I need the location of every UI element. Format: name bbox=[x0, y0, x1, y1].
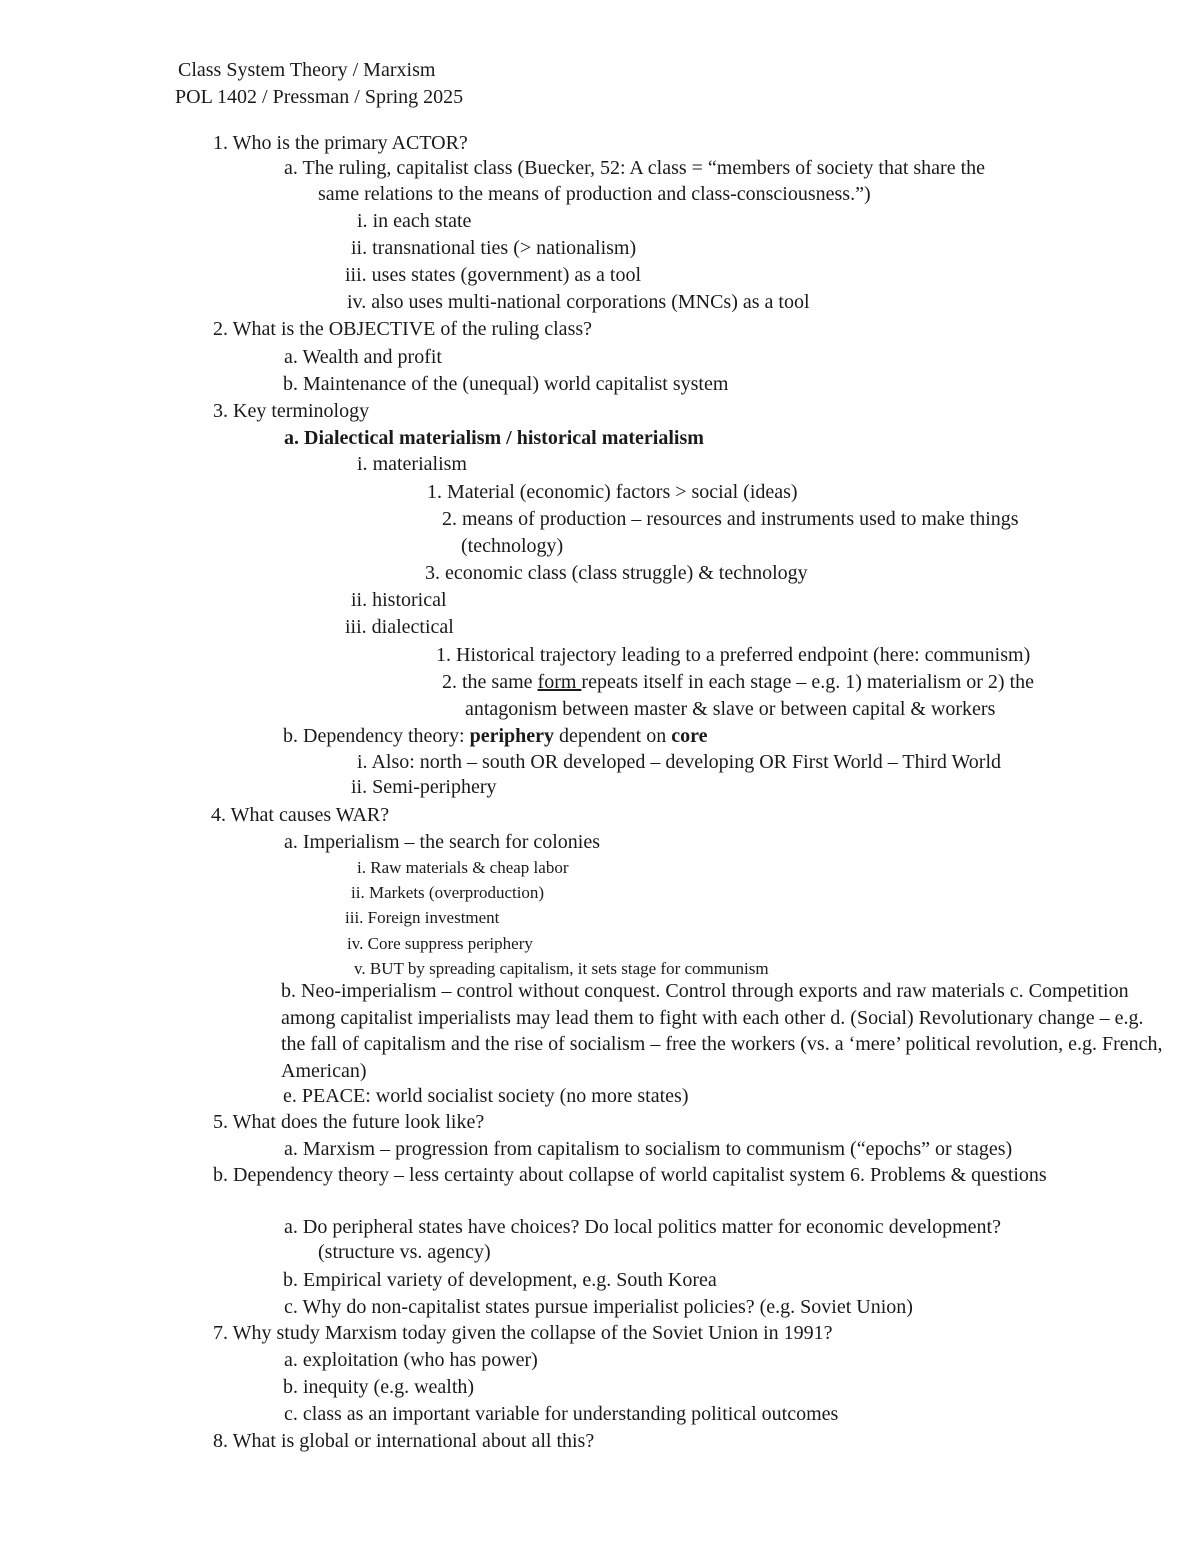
item-text: Empirical variety of development, e.g. South Korea bbox=[303, 1269, 717, 1291]
item-text: transnational ties (> nationalism) bbox=[372, 237, 637, 259]
outline-paragraph-5b-6: b. Dependency theory – less certainty about collapse of world capitalist system 6. Problems & questions bbox=[213, 1164, 1047, 1186]
outline-item-7 bbox=[213, 1320, 833, 1347]
outline-item-3a-i bbox=[357, 451, 467, 478]
item-text: economic class (class struggle) & technology bbox=[445, 562, 808, 584]
marker: a. bbox=[284, 346, 298, 368]
item-text: Imperialism – the search for colonies bbox=[302, 831, 601, 853]
marker: ii. bbox=[351, 589, 368, 611]
marker: i. bbox=[357, 751, 368, 773]
item-text: What does the future look like? bbox=[232, 1111, 485, 1133]
marker: a. bbox=[284, 1216, 298, 1238]
outline-item-5 bbox=[213, 1109, 484, 1136]
item-text: Why do non-capitalist states pursue imperialist policies? (e.g. Soviet Union) bbox=[302, 1296, 913, 1318]
course-line: POL 1402 / Pressman / Spring 2025 bbox=[175, 86, 464, 108]
outline-item-6a bbox=[284, 1214, 1001, 1241]
marker: iii. bbox=[345, 908, 364, 927]
item-text: means of production – resources and instruments used to make things bbox=[462, 508, 1019, 530]
outline-item-1a-iv bbox=[347, 289, 810, 316]
outline-item-4 bbox=[211, 802, 389, 829]
outline-item-6b bbox=[283, 1267, 717, 1294]
outline-item-5a bbox=[284, 1136, 1012, 1163]
item-text: BUT by spreading capitalism, it sets stage for communism bbox=[369, 959, 769, 978]
item-text: antagonism between master & slave or between capital & workers bbox=[465, 698, 996, 720]
item-text: also uses multi-national corporations (MNCs) as a tool bbox=[371, 291, 810, 313]
marker: 2. bbox=[442, 508, 457, 530]
marker: 1. bbox=[427, 481, 442, 503]
marker: i. bbox=[357, 210, 368, 232]
item-text: historical bbox=[372, 589, 447, 611]
item-text: Why study Marxism today given the collapse of the Soviet Union in 1991? bbox=[232, 1322, 833, 1344]
marker: a. bbox=[284, 427, 299, 449]
item-text: Marxism – progression from capitalism to socialism to communism (“epochs” or stages) bbox=[302, 1138, 1013, 1160]
marker: a. bbox=[284, 1138, 298, 1160]
item-text: dialectical bbox=[371, 616, 454, 638]
outline-item-3 bbox=[213, 398, 369, 425]
outline-item-1a bbox=[284, 155, 985, 182]
marker: c. bbox=[284, 1403, 298, 1425]
outline-item-3a bbox=[284, 425, 704, 452]
item-text: What causes WAR? bbox=[230, 804, 390, 826]
outline-item-3a-iii-1 bbox=[436, 642, 1030, 669]
item-text: Core suppress periphery bbox=[367, 934, 533, 953]
item-text: (technology) bbox=[461, 535, 564, 557]
bold-term-core: core bbox=[671, 725, 708, 747]
outline-item-3a-i-2-cont bbox=[461, 533, 563, 560]
item-text-pre: Dependency theory: bbox=[303, 725, 470, 747]
marker: iv. bbox=[347, 934, 364, 953]
item-text: (structure vs. agency) bbox=[318, 1241, 491, 1263]
marker: 7. bbox=[213, 1322, 228, 1344]
item-text: class as an important variable for understanding political outcomes bbox=[302, 1403, 839, 1425]
outline-item-2a bbox=[284, 344, 442, 371]
marker: iv. bbox=[347, 291, 367, 313]
outline-item-1a-cont bbox=[318, 181, 871, 208]
item-text: Also: north – south OR developed – developing OR First World – Third World bbox=[371, 751, 1001, 773]
outline-item-3b bbox=[283, 723, 708, 750]
item-text: in each state bbox=[372, 210, 472, 232]
item-text: Material (economic) factors > social (ideas) bbox=[447, 481, 798, 503]
marker: b. bbox=[283, 1376, 298, 1398]
item-text: Raw materials & cheap labor bbox=[370, 858, 569, 877]
item-text: Key terminology bbox=[233, 400, 370, 422]
outline-item-1a-iii bbox=[345, 262, 641, 289]
marker: iii. bbox=[345, 264, 367, 286]
marker: 3. bbox=[213, 400, 228, 422]
item-text: Markets (overproduction) bbox=[368, 883, 545, 902]
item-text: same relations to the means of production and class-consciousness.”) bbox=[318, 183, 871, 205]
item-text: The ruling, capitalist class (Buecker, 52: A class = “members of society that share the bbox=[302, 157, 986, 179]
outline-item-7c bbox=[284, 1401, 838, 1428]
item-text: Maintenance of the (unequal) world capitalist system bbox=[303, 373, 729, 395]
outline-item-6c bbox=[284, 1294, 913, 1321]
outline-item-7a bbox=[284, 1347, 538, 1374]
marker: 3. bbox=[425, 562, 440, 584]
outline-item-3a-iii-2 bbox=[442, 669, 1034, 696]
outline-item-2b bbox=[283, 371, 728, 398]
outline-item-3b-ii bbox=[351, 774, 497, 801]
marker: 4. bbox=[211, 804, 226, 826]
item-text: Semi-periphery bbox=[372, 776, 497, 798]
marker: 1. bbox=[213, 132, 228, 154]
item-text: uses states (government) as a tool bbox=[371, 264, 642, 286]
item-text-mid: dependent on bbox=[554, 725, 672, 747]
marker: 2. bbox=[442, 671, 457, 693]
outline-item-6a-cont bbox=[318, 1239, 491, 1266]
marker: ii. bbox=[351, 776, 368, 798]
outline-item-3a-i-1 bbox=[427, 479, 798, 506]
marker: 8. bbox=[213, 1430, 228, 1452]
marker: iii. bbox=[345, 616, 367, 638]
outline-item-4a-i bbox=[357, 855, 569, 882]
outline-item-7b bbox=[283, 1374, 474, 1401]
marker: 5. bbox=[213, 1111, 228, 1133]
outline-item-3b-i bbox=[357, 749, 1001, 776]
outline-item-3a-i-2 bbox=[442, 506, 1019, 533]
item-text: Wealth and profit bbox=[302, 346, 442, 368]
marker: b. bbox=[283, 373, 298, 395]
item-text: exploitation (who has power) bbox=[302, 1349, 538, 1371]
outline-item-4a-iii bbox=[345, 905, 499, 932]
marker: b. bbox=[283, 1269, 298, 1291]
underlined-word: form bbox=[537, 671, 582, 693]
item-text-post: repeats itself in each stage – e.g. 1) materialism or 2) the bbox=[581, 671, 1035, 693]
marker: a. bbox=[284, 157, 298, 179]
item-text-pre: the same bbox=[462, 671, 538, 693]
outline-item-1 bbox=[213, 130, 468, 157]
item-text: Who is the primary ACTOR? bbox=[232, 132, 468, 154]
item-text: What is the OBJECTIVE of the ruling class? bbox=[232, 318, 593, 340]
outline-item-2 bbox=[213, 316, 592, 343]
marker: a. bbox=[284, 1349, 298, 1371]
marker: e. bbox=[283, 1085, 297, 1107]
outline-paragraph-4bcd: b. Neo-imperialism – control without conquest. Control through exports and raw materials c. Competition among capitalist imperialists may lead them to fight with each other d. (Social) Revolutionary change – e.g. the fall of capitalism and the rise of socialism – free the workers (vs. a ‘mere’ political revolution, e.g. French, American) bbox=[281, 980, 1163, 1082]
marker: 1. bbox=[436, 644, 451, 666]
marker: i. bbox=[357, 858, 366, 877]
outline-item-4e bbox=[283, 1083, 689, 1110]
item-text: PEACE: world socialist society (no more states) bbox=[301, 1085, 689, 1107]
outline-item-3a-i-3 bbox=[425, 560, 808, 587]
outline-item-3a-iii bbox=[345, 614, 454, 641]
outline-item-1a-ii bbox=[351, 235, 636, 262]
marker: b. bbox=[283, 725, 298, 747]
marker: c. bbox=[284, 1296, 298, 1318]
marker: a. bbox=[284, 831, 298, 853]
outline-item-4a-ii bbox=[351, 880, 544, 907]
bold-term-periphery: periphery bbox=[469, 725, 555, 747]
item-text: Historical trajectory leading to a preferred endpoint (here: communism) bbox=[456, 644, 1031, 666]
marker: v. bbox=[354, 959, 366, 978]
outline-item-8 bbox=[213, 1428, 594, 1455]
marker: i. bbox=[357, 453, 368, 475]
marker: ii. bbox=[351, 237, 368, 259]
document-title: Class System Theory / Marxism bbox=[178, 59, 436, 81]
item-text: materialism bbox=[372, 453, 467, 475]
outline-item-4a bbox=[284, 829, 600, 856]
item-text: What is global or international about all this? bbox=[232, 1430, 595, 1452]
item-text: Do peripheral states have choices? Do local politics matter for economic development? bbox=[302, 1216, 1001, 1238]
marker: 2. bbox=[213, 318, 228, 340]
outline-item-3a-iii-2-cont bbox=[465, 696, 995, 723]
outline-item-3a-ii bbox=[351, 587, 447, 614]
item-text: Foreign investment bbox=[367, 908, 500, 927]
outline-item-4a-iv bbox=[347, 931, 533, 958]
item-text: Dialectical materialism / historical materialism bbox=[304, 427, 704, 449]
item-text: inequity (e.g. wealth) bbox=[303, 1376, 475, 1398]
marker: ii. bbox=[351, 883, 365, 902]
outline-item-1a-i bbox=[357, 208, 471, 235]
